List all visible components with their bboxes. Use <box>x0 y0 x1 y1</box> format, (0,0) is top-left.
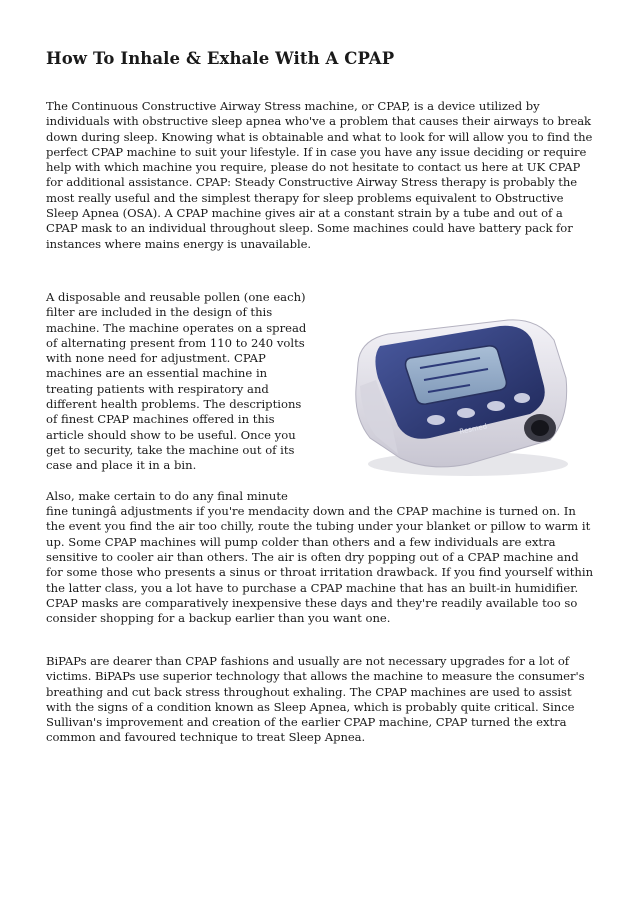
paragraph-bipap: BiPAPs are dearer than CPAP fashions and usually are not necessary upgrades for a lot of victims. BiPAPs use superior technology that allows the machine to measure the consumer's breathing and cut back stress throughout exhaling. The CPAP machines are used to assist with the signs of a condition known as Sleep Apnea, which is probably quite critical. Since Sullivan's improvement and creation of the earlier CPAP machine, CPAP turned the extra common and favoured technique to treat Sleep Apnea. <box>46 654 585 745</box>
article-title: How To Inhale & Exhale With A CPAP <box>46 49 395 68</box>
paragraph-tuning: Also, make certain to do any final minute fine tuningâ adjustments if you're mendacity down and the CPAP machine is turned on. In the event you find the air too chilly, route the tubing under your blanket or pillow to warm it up. Some CPAP machines will pump colder than others and a few individuals are extra sensitive to cooler air than others. The air is often dry popping out of a CPAP machine and for some those who presents a sinus or throat irritation drawback. If you find yourself within the latter class, you a lot have to purchase a CPAP machine that has an built-in humidifier. CPAP masks are comparatively inexpensive these days and they're readily available too so consider shopping for a backup earlier than you want one. <box>46 488 594 626</box>
device-label: Resmed <box>458 422 488 436</box>
paragraph-intro: The Continuous Constructive Airway Stress machine, or CPAP, is a device utilized by individuals with obstructive sleep apnea who've a problem that causes their airways to break down during sleep. Knowing what is obtainable and what to look for will allow you to find the perfect CPAP machine to suit your lifestyle. If in case you have any issue deciding or require help with which machine you require, please do not hesitate to contact us here at UK CPAP for additional assistance. CPAP: Steady Constructive Airway Stress therapy is probably the most really useful and the simplest therapy for sleep problems equivalent to Obstructive Sleep Apnea (OSA). A CPAP machine gives air at a constant strain by a tube and out of a CPAP mask to an individual throughout sleep. Some machines could have battery pack for instances where mains energy is unavailable. <box>46 99 593 251</box>
paragraph-filter: A disposable and reusable pollen (one each) filter are included in the design of this machine. The machine operates on a spread of alternating present from 110 to 240 volts with none need for adjustment. CPAP machines are an essential machine in treating patients with respiratory and different health problems. The descriptions of finest CPAP machines offered in this article should show to be useful. Once you get to security, take the machine out of its case and place it in a bin. <box>46 290 307 473</box>
cpap-machine-icon <box>318 268 588 494</box>
cpap-machine-image <box>318 268 588 494</box>
article-body-with-image <box>46 290 594 627</box>
